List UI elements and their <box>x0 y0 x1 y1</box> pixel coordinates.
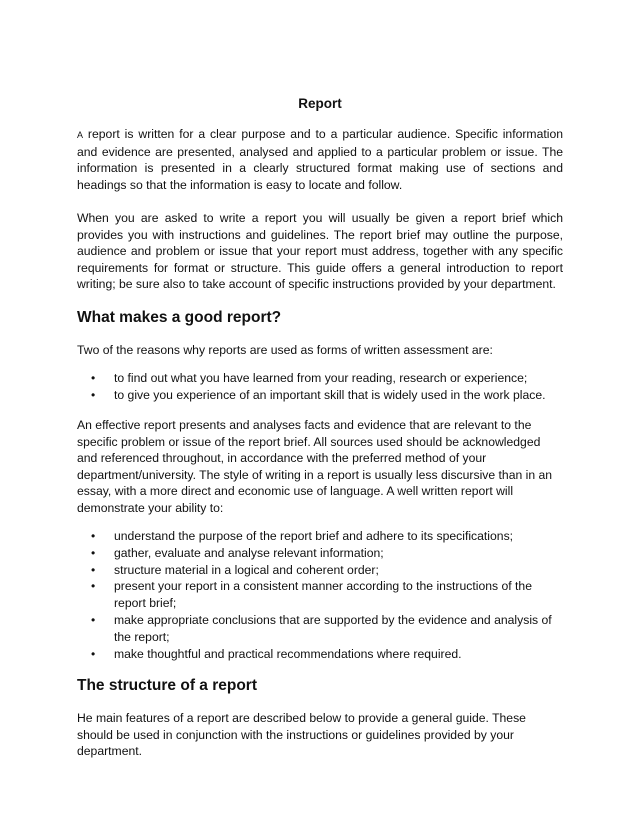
list-item: • to find out what you have learned from your reading, research or experience; <box>91 371 528 385</box>
bullet-icon: • <box>91 545 96 560</box>
bullet-icon: • <box>91 371 96 385</box>
intro-paragraph <box>77 126 563 193</box>
list-item: • present your report in a consistent manner according to the instructions of the report brief; <box>91 579 532 611</box>
structure-paragraph: He main features of a report are described below to provide a general guide. These should be used in conjunction with the instructions or guidelines provided by your department. <box>77 711 526 759</box>
bullet-icon: • <box>91 579 96 594</box>
bullet-icon: • <box>91 529 96 543</box>
reasons-lead: Two of the reasons why reports are used as forms of written assessment are: <box>77 342 493 357</box>
section-heading-good-report: What makes a good report? <box>77 308 282 326</box>
effective-report-paragraph: An effective report presents and analyses facts and evidence that are relevant to the specific problem or issue of the report brief. All sources used should be acknowledged and referenced throughout, in accordance with the preferred method of your department/university. The style of writing in a report is usually less discursive than in an essay, with a more direct and economic use of language. A well written report will demonstrate your ability to: <box>77 418 553 515</box>
list-item: • make appropriate conclusions that are supported by the evidence and analysis of the report; <box>91 612 552 644</box>
list-item: • make thoughtful and practical recommendations where required. <box>91 646 462 661</box>
brief-paragraph: When you are asked to write a report you will usually be given a report brief which provides you with instructions and guidelines. The report brief may outline the purpose, audience and problem or issue that your report must address, together with any specific requirements for format or structure. This guide offers a general introduction to report writing; be sure also to take account of specific instructions provided by your department. <box>77 211 563 291</box>
list-item: • to give you experience of an important skill that is widely used in the work place. <box>91 388 546 402</box>
document-page <box>77 96 563 760</box>
intro-first-letter: A <box>77 130 84 140</box>
section-heading-structure: The structure of a report <box>77 677 257 695</box>
bullet-icon: • <box>91 646 96 661</box>
bullet-icon: • <box>91 562 96 577</box>
abilities-list <box>77 528 563 662</box>
list-item: • structure material in a logical and coherent order; <box>91 562 379 577</box>
reasons-list <box>77 370 563 404</box>
bullet-icon: • <box>91 388 96 402</box>
list-item: • understand the purpose of the report brief and adhere to its specifications; <box>91 529 514 543</box>
document-title: Report <box>298 96 342 111</box>
bullet-icon: • <box>91 612 96 627</box>
intro-text: report is written for a clear purpose and to a particular audience. Specific information and evidence are presented, analysed and applied to a particular problem or issue. The information is presented in a clearly structured format making use of sections and headings so that the information is easy to locate and follow. <box>77 127 563 192</box>
list-item: • gather, evaluate and analyse relevant information; <box>91 545 384 560</box>
